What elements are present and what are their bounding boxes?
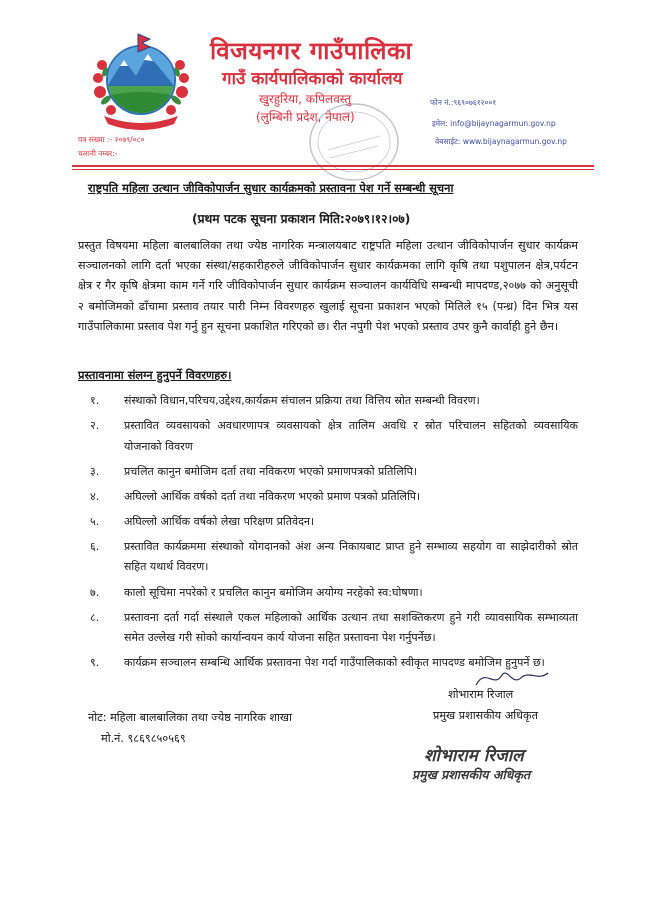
list-item-number: ३.: [90, 464, 100, 478]
municipality-emblem-icon: [86, 30, 196, 130]
footer-mobile-number: मो.नं. ९८६९८५०५६९: [101, 732, 186, 745]
list-item-number: ७.: [90, 585, 100, 599]
list-item: [90, 583, 578, 604]
list-item-text: प्रस्तावित व्यवसायको अवधारणापत्र व्यवसायको क्षेत्र तालिम अवधि र स्रोत परिचालन सहितको व्यवसायिक योजनाको विवरण: [124, 419, 578, 453]
list-item-text: प्रस्तावना दर्ता गर्दा संस्थाले एकल महिलाको आर्थिक उत्थान तथा सशक्तिकरण हुने गरी व्यावसायिक सम्भाव्यता समेत उल्लेख गरी सोको कार्यान्वयन कार्य योजना सहित प्रस्तावना पेश गर्नुपर्नेछ।: [124, 610, 578, 645]
list-item-number: ८.: [90, 610, 100, 624]
website-address: वेबसाईट: www.bijaynagarmun.gov.np: [435, 137, 567, 146]
email-address: इमेल: info@bijaynagarmun.gov.np: [432, 119, 556, 128]
footer-note: नोट: महिला बालबालिका तथा ज्येष्ठ नागरिक शाखा: [88, 711, 292, 724]
title-stamp: प्रमुख प्रशासकीय अधिकृत: [412, 767, 531, 782]
list-item-number: ४.: [90, 489, 100, 503]
list-item: [90, 416, 578, 457]
office-round-stamp-icon: [304, 98, 404, 184]
notice-body: प्रस्तुत विषयमा महिला बालबालिका तथा ज्येष्ठ नागरिक मन्त्रालयबाट राष्ट्रपति महिला उत्थान जीविकोपार्जन सुधार कार्यक्रम सञ्चालनको लागि दर्ता भएका संस्था/सहकारीहरुले जीविकोपार्जन सुधार कार्यक्रमका लागि कृषि तथा पशुपालन क्षेत्र,पर्यटन क्षेत्र र गैर कृषि क्षेत्रमा काम गर्ने गरि जीविकोपार्जन सुधार कार्यक्रम सञ्चालन कार्यविधि सम्बन्धी मापदण्ड,२०७७ को अनुसूची २ बमोजिमको ढाँचामा प्रस्ताव तयार पारी निम्न विवरणहरु खुलाई सूचना प्रकाशन भएको मितिले १५ (पन्ध्र) दिन भित्र यस गाउँपालिकामा प्रस्ताव पेश गर्नु हुन सूचना प्रकाशित गरिएको छ। रीत नपुगी पेश भएको प्रस्ताव उपर कुनै कार्वाही हुने छैन।: [78, 239, 578, 333]
address-line-2: (लुम्बिनी प्रदेश, नेपाल): [256, 110, 355, 124]
list-item-text: कालो सूचिमा नपरेको र प्रचलित कानुन बमोजिम अयोग्य नरहेको स्व:घोषणा।: [124, 585, 423, 599]
signatory-title: प्रमुख प्रशासकीय अधिकृत: [433, 709, 539, 722]
list-item: [90, 487, 578, 508]
list-item-number: २.: [90, 419, 100, 433]
letter-reference-number: पत्र संख्या :- २०७९/०८०: [78, 135, 145, 144]
address-line-1: खुरहुरिया, कपिलवस्तु: [259, 92, 352, 106]
signatory-name: शोभाराम रिजाल: [448, 688, 514, 701]
list-item-text: संस्थाको विधान,परिचय,उद्देश्य,कार्यक्रम संचालन प्रक्रिया तथा वित्तिय स्रोत सम्बन्धी विवरण।: [124, 394, 480, 407]
list-item: [90, 391, 578, 412]
list-item-number: ५.: [90, 514, 100, 528]
list-item-number: ९.: [90, 656, 100, 670]
organization-name: विजयनगर गाउँपालिका: [210, 37, 413, 65]
section-heading: प्रस्तावनामा संलग्न हुनुपर्ने विवरणहरु।: [78, 368, 232, 382]
list-item: [90, 512, 578, 533]
list-item-number: १.: [90, 394, 100, 407]
list-item: [90, 462, 578, 483]
header-divider-thin: [72, 169, 594, 170]
office-name: गाउँ कार्यपालिकाको कार्यालय: [222, 69, 403, 89]
first-publication-date: (प्रथम पटक सूचना प्रकाशन मिति:२०७९।१२।०७): [192, 212, 411, 226]
list-item-text: प्रचलित कानुन बमोजिम दर्ता तथा नविकरण भएको प्रमाणपत्रको प्रतिलिपि।: [124, 464, 417, 478]
dispatch-number: चलानी नम्बर:-: [78, 149, 118, 158]
list-item-text: प्रस्तावित कार्यक्रममा संस्थाको योगदानको अंश अन्य निकायबाट प्राप्त हुने सम्भाव्य सहयोग वा साझेदारीको स्रोत सहित यथार्थ विवरण।: [124, 539, 578, 574]
list-item-number: ६.: [90, 539, 100, 553]
list-item: [90, 537, 578, 578]
list-item: [90, 608, 578, 649]
list-item-text: कार्यक्रम सञ्चालन सम्बन्धि आर्थिक प्रस्तावना पेश गर्दा गाउँपालिकाको स्वीकृत मापदण्ड बमोजिम हुनुपर्ने छ।: [124, 656, 545, 670]
requirements-list: [90, 391, 578, 678]
name-stamp: शोभाराम रिजाल: [424, 746, 524, 766]
notice-subject: राष्ट्रपति महिला उत्थान जीविकोपार्जन सुधार कार्यक्रमको प्रस्तावना पेश गर्ने सम्बन्धी सूचना: [88, 181, 454, 195]
list-item-text: अघिल्लो आर्थिक वर्षको लेखा परिक्षण प्रतिवेदन।: [124, 514, 315, 528]
phone-number: फोन नं.:९६९०७६१२००१: [430, 98, 497, 107]
list-item-text: अघिल्लो आर्थिक वर्षको दर्ता तथा नविकरण भएको प्रमाण पत्रको प्रतिलिपि।: [124, 489, 421, 503]
header-divider-thick: [72, 165, 594, 167]
